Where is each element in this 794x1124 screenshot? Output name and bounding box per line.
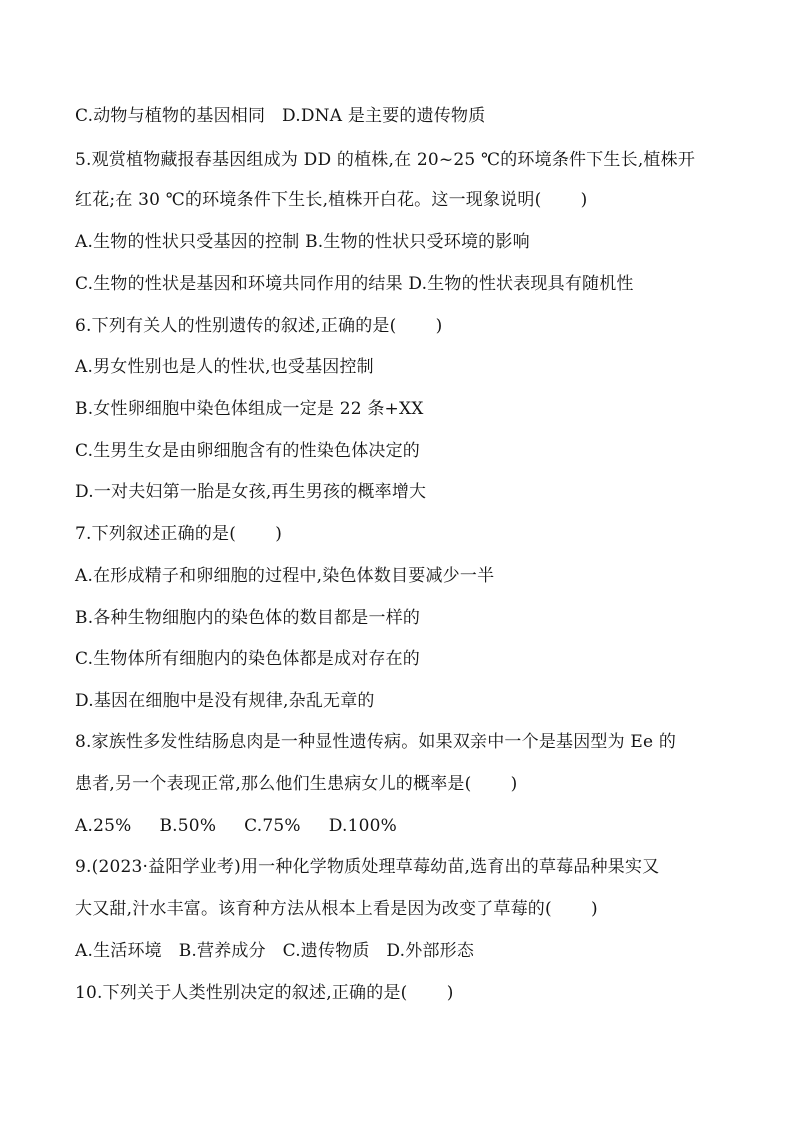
q9-stem-line-2: 大又甜,汁水丰富。该育种方法从根本上看是因为改变了草莓的( ) bbox=[75, 899, 598, 919]
q9-options: A.生活环境 B.营养成分 C.遗传物质 D.外部形态 bbox=[75, 941, 475, 961]
q5-options-ab: A.生物的性状只受基因的控制 B.生物的性状只受环境的影响 bbox=[75, 232, 530, 252]
q5-options-cd: C.生物的性状是基因和环境共同作用的结果 D.生物的性状表现具有随机性 bbox=[75, 274, 634, 294]
q6-option-b: B.女性卵细胞中染色体组成一定是 22 条+XX bbox=[75, 399, 424, 419]
q7-stem: 7.下列叙述正确的是( ) bbox=[75, 524, 283, 544]
q8-options: A.25% B.50% C.75% D.100% bbox=[75, 816, 398, 836]
q7-option-c: C.生物体所有细胞内的染色体都是成对存在的 bbox=[75, 649, 421, 669]
q7-option-d: D.基因在细胞中是没有规律,杂乱无章的 bbox=[75, 691, 375, 711]
q6-option-c: C.生男生女是由卵细胞含有的性染色体决定的 bbox=[75, 441, 421, 461]
q6-stem: 6.下列有关人的性别遗传的叙述,正确的是( ) bbox=[75, 316, 443, 336]
q7-option-b: B.各种生物细胞内的染色体的数目都是一样的 bbox=[75, 608, 421, 628]
q8-stem-line-2: 患者,另一个表现正常,那么他们生患病女儿的概率是( ) bbox=[75, 774, 518, 794]
q6-option-d: D.一对夫妇第一胎是女孩,再生男孩的概率增大 bbox=[75, 482, 427, 502]
q7-option-a: A.在形成精子和卵细胞的过程中,染色体数目要减少一半 bbox=[75, 566, 495, 586]
q4-options-cd: C.动物与植物的基因相同 D.DNA 是主要的遗传物质 bbox=[75, 106, 486, 126]
q6-option-a: A.男女性别也是人的性状,也受基因控制 bbox=[75, 357, 374, 377]
q5-stem-line-2: 红花;在 30 ℃的环境条件下生长,植株开白花。这一现象说明( ) bbox=[75, 190, 588, 210]
q8-stem-line-1: 8.家族性多发性结肠息肉是一种显性遗传病。如果双亲中一个是基因型为 Ee 的 bbox=[75, 732, 677, 752]
q10-stem: 10.下列关于人类性别决定的叙述,正确的是( ) bbox=[75, 983, 454, 1003]
q9-stem-line-1: 9.(2023·益阳学业考)用一种化学物质处理草莓幼苗,选育出的草莓品种果实又 bbox=[75, 857, 660, 877]
q5-stem-line-1: 5.观赏植物藏报春基因组成为 DD 的植株,在 20~25 ℃的环境条件下生长,植株开 bbox=[75, 150, 696, 170]
